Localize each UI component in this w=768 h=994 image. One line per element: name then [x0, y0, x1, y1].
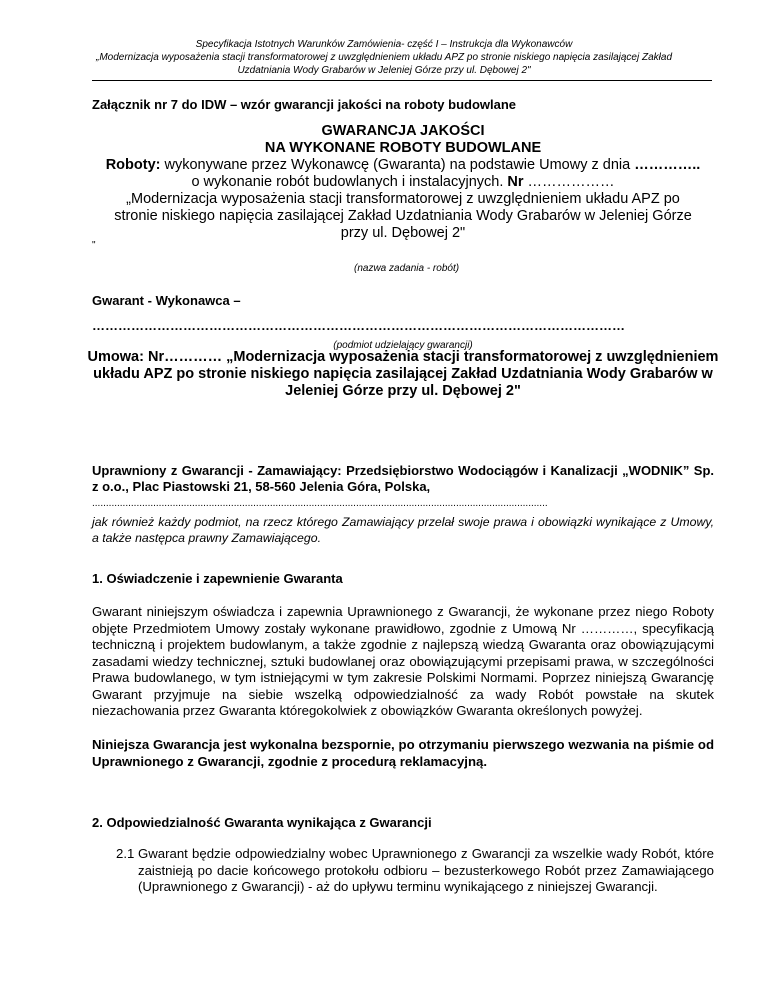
uprawniony-note-text: jak również każdy podmiot, na rzecz którego Zamawiający przelał swoje prawa i obowiązki wynikające z Umowy, a także następca prawny Zamawiającego — [92, 515, 714, 545]
umowa-prefix: Umowa: Nr………… — [87, 349, 223, 365]
header-line-2: „Modernizacja wyposażenia stacji transformatorowej z uwzględnieniem układu APZ po stronie niskiego napięcia zasilającej Zakład — [95, 52, 673, 63]
uprawniony-note: jak również każdy podmiot, na rzecz którego Zamawiający przelał swoje prawa i obowiązki wynikające z Umowy, a także następca prawny Zamawiającego. — [92, 515, 714, 545]
section-1-num: 1. — [92, 571, 103, 586]
uprawniony-text: Uprawniony z Gwarancji - Zamawiający: Przedsiębiorstwo Wodociągów i Kanalizacji „WODNIK” Sp. z o.o., Plac Piastowski 21, 58-560 Jelenia Góra, Polska, — [92, 463, 714, 494]
section-2-item-1-num: 2.1 — [116, 846, 135, 861]
title-line-2: NA WYKONANE ROBOTY BUDOWLANE — [264, 140, 542, 156]
roboty-block — [86, 157, 720, 242]
section-1-para-1: Gwarant niniejszym oświadcza i zapewnia Uprawnionego z Gwarancji, że wykonane przez niego Roboty objęte Przedmiotem Umowy zostały wykonane prawidłowo, zgodnie z Umową Nr …………, specyfikacją techniczną i projektem budowlanym, a także zgodnie z najlepszą wiedzą Gwaranta oraz obowiązującymi zasadami wiedzy technicznej, sztuki budowlanej oraz obowiązującymi przepisami prawa, w szczególności Prawa budowlanego, w tym istniejącymi w tym zakresie Polskimi Normami. Poprzez niniejszą Gwarancję Gwarant przyjmuje na siebie wszelką odpowiedzialność za wady Robót powstałe na skutek niezachowania przez Gwaranta któregokolwiek z obowiązków Gwaranta określonych powyżej. — [92, 604, 714, 718]
roboty-text-3: „Modernizacja wyposażenia stacji transformatorowej z uwzględnieniem układu APZ po stronie niskiego napięcia zasilającej Zakład Uzdatniania Wody Grabarów w Jeleniej Górze przy ul. Dębowej 2" — [114, 191, 692, 241]
umowa-text: „Modernizacja wyposażenia stacji transformatorowej z uwzględnieniem układu APZ po stronie niskiego napięcia zasilającej Zakład Uzdatniania Wody Grabarów w Jeleniej Górze przy ul. Dębowej 2" — [93, 349, 719, 399]
section-1-title — [92, 571, 714, 587]
roboty-dots-1: ………….. — [634, 157, 701, 173]
roboty-label: Roboty: — [105, 157, 161, 173]
annex-title: Załącznik nr 7 do IDW – wzór gwarancji jakości na roboty budowlane — [92, 97, 517, 112]
task-caption: (nazwa zadania - robót) — [354, 263, 460, 274]
gwarant-label: Gwarant - Wykonawca – — [92, 293, 241, 308]
stray-quote: " — [92, 240, 96, 251]
roboty-nr-label: Nr — [507, 174, 524, 190]
section-1-para-2: Niniejsza Gwarancja jest wykonalna bezspornie, po otrzymaniu pierwszego wezwania na piśmie od Uprawnionego z Gwarancji, zgodnie z procedurą reklamacyjną. — [92, 737, 714, 769]
uprawniony-dots: .................................................................................................................................................................... — [92, 498, 548, 509]
section-2-item-1-text: Gwarant będzie odpowiedzialny wobec Uprawnionego z Gwarancji za wszelkie wady Robót, które zaistnieją po dacie końcowego protokołu odbioru – bezusterkowego Robót przez Zamawiającego (Uprawnionego z Gwarancji) - aż do upływu terminu wynikającego z niniejszej Gwarancji. — [138, 846, 714, 894]
roboty-dots-2: ……………… — [523, 174, 615, 190]
document-title — [92, 123, 714, 157]
roboty-text-2: o wykonanie robót budowlanych i instalacyjnych. — [191, 174, 508, 190]
header-rule — [92, 80, 712, 81]
title-line-1: GWARANCJA JAKOŚCI — [321, 123, 485, 139]
gwarant-caption: (podmiot udzielający gwarancji) — [333, 340, 473, 351]
roboty-text-1: wykonywane przez Wykonawcę (Gwaranta) na podstawie Umowy z dnia — [160, 157, 635, 173]
header-line-1: Specyfikacja Istotnych Warunków Zamówienia- część I – Instrukcja dla Wykonawców — [195, 39, 573, 50]
section-2-title: 2. Odpowiedzialność Gwaranta wynikająca z Gwarancji — [92, 815, 432, 830]
running-header — [80, 38, 688, 77]
section-2-item-1 — [116, 846, 714, 896]
header-line-3: Uzdatniania Wody Grabarów w Jeleniej Górze przy ul. Dębowej 2" — [237, 65, 531, 76]
section-1-para-2-text: Niniejsza Gwarancja jest wykonalna bezspornie, po otrzymaniu pierwszego wezwania na piśmie od Uprawnionego z Gwarancji, zgodnie z procedurą reklamacyjną — [92, 737, 714, 769]
umowa-block — [86, 349, 720, 400]
section-1-title-text: Oświadczenie i zapewnienie Gwaranta — [102, 571, 343, 586]
gwarant-dots: …………………………………………………………………………………………………………… — [92, 318, 625, 333]
